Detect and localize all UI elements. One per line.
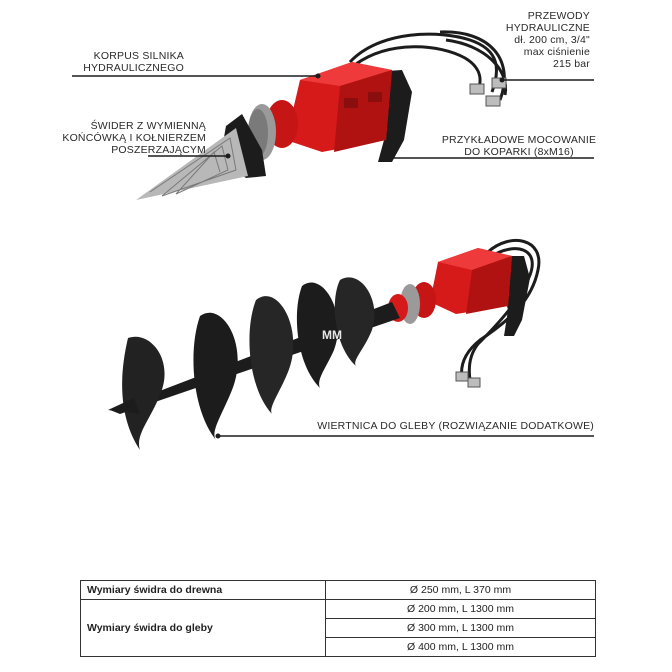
label-drill-bit [62,120,206,156]
table-cell-wood-value: Ø 250 mm, L 370 mm [326,581,596,600]
label-drill-line-2: KOŃCÓWKĄ I KOŁNIERZEM [62,132,206,144]
dimensions-table [80,580,596,657]
label-motor-housing-line-2: HYDRAULICZNEGO [83,62,184,74]
table-row [81,600,596,619]
table-cell-soil-label: Wymiary świdra do gleby [81,600,326,657]
soil-auger-drawing [108,240,539,450]
label-drill-line-3: POSZERZAJĄCYM [111,144,206,156]
label-drill-line-1: ŚWIDER Z WYMIENNĄ [90,120,206,132]
label-mount-line-1: PRZYKŁADOWE MOCOWANIE [441,134,597,146]
label-hoses-line-3: dł. 200 cm, 3/4" [514,34,590,46]
table-row [81,581,596,600]
label-hoses-line-5: 215 bar [552,58,590,70]
label-hoses-line-2: HYDRAULICZNE [505,22,590,34]
label-hoses-line-1: PRZEWODY [527,10,590,22]
watermark: MM [322,328,342,342]
label-soil-auger [317,420,594,432]
table-cell-soil-value-1: Ø 200 mm, L 1300 mm [326,600,596,619]
label-motor-housing [83,50,184,74]
table-cell-soil-value-3: Ø 400 mm, L 1300 mm [326,638,596,657]
label-motor-housing-line-1: KORPUS SILNIKA [93,50,184,62]
label-auger-line: WIERTNICA DO GLEBY (ROZWIĄZANIE DODATKOWE) [317,420,594,432]
label-hydraulic-hoses [506,10,590,70]
label-mount-line-2: DO KOPARKI (8xM16) [464,146,574,158]
table-cell-wood-label: Wymiary świdra do drewna [81,581,326,600]
table-cell-soil-value-2: Ø 300 mm, L 1300 mm [326,619,596,638]
label-hoses-line-4: max ciśnienie [523,46,590,58]
log-splitter-drawing [136,32,506,200]
label-excavator-mount [436,134,602,158]
